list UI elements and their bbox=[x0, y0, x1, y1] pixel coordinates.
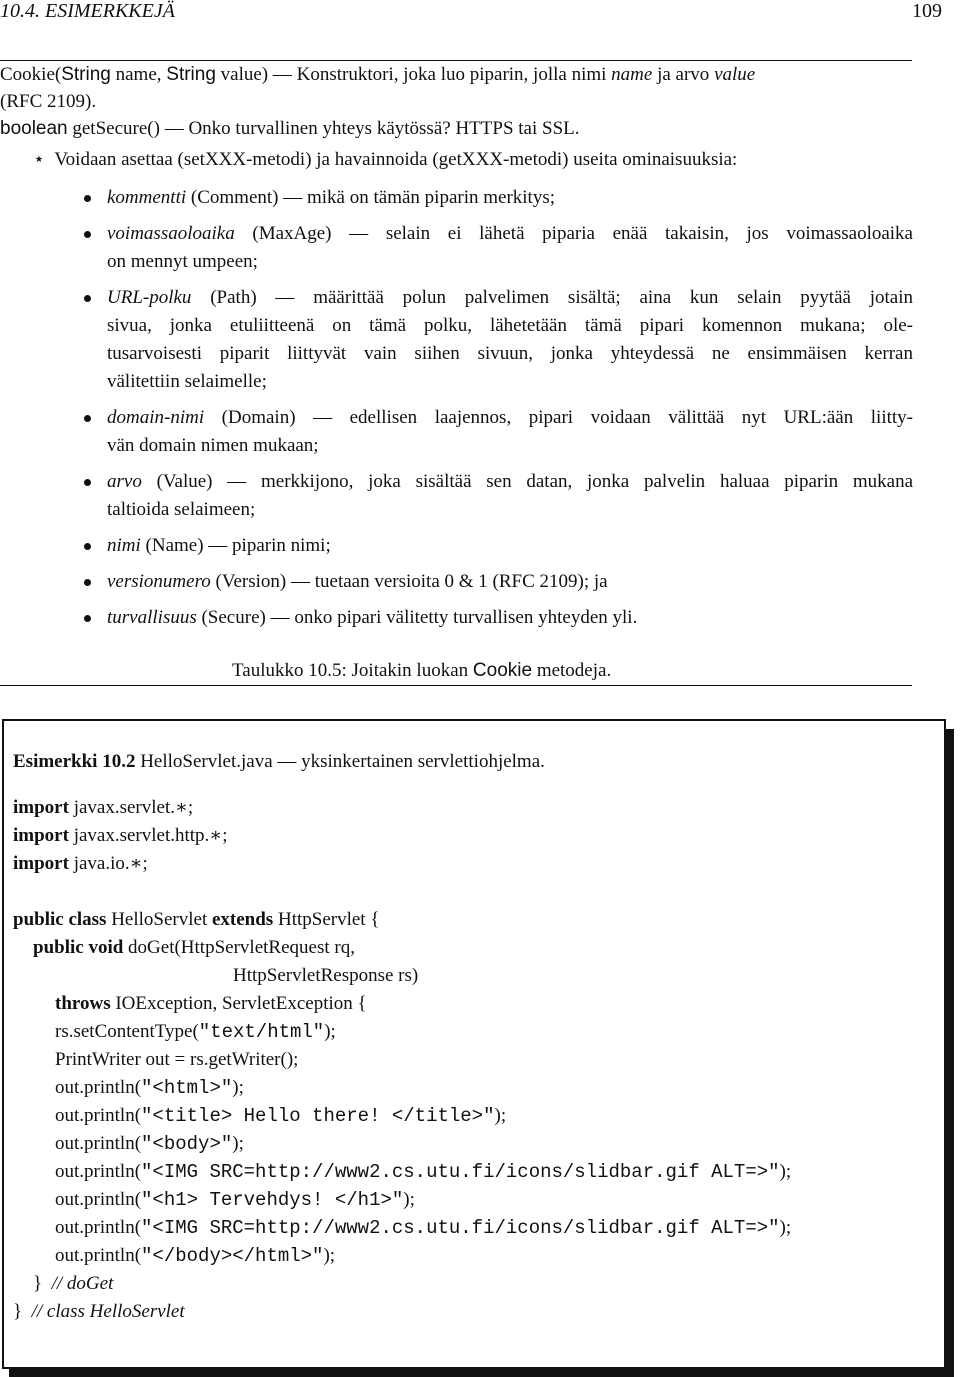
caption-rule bbox=[0, 685, 912, 686]
get-secure-line: boolean getSecure() — Onko turvallinen yhteys käytössä? HTTPS tai SSL. bbox=[0, 118, 580, 139]
code-line: } // class HelloServlet bbox=[13, 1301, 185, 1322]
bullet-icon bbox=[84, 579, 91, 586]
property-term: versionumero bbox=[107, 571, 211, 592]
bullet-icon bbox=[84, 295, 91, 302]
string-literal: "<IMG SRC=http://www2.cs.utu.fi/icons/slidbar.gif ALT=>" bbox=[141, 1217, 780, 1239]
example-box bbox=[2, 719, 946, 1369]
bullet-icon bbox=[84, 479, 91, 486]
code-line: PrintWriter out = rs.getWriter(); bbox=[55, 1049, 299, 1070]
top-rule bbox=[0, 60, 912, 61]
property-term: URL-polku bbox=[107, 287, 192, 308]
code-line: out.println("<html>"); bbox=[55, 1077, 244, 1099]
code-line: throws IOException, ServletException { bbox=[55, 993, 367, 1014]
property-term: turvallisuus bbox=[107, 607, 197, 628]
string-literal: "<title> Hello there! </title>" bbox=[141, 1105, 495, 1127]
code-line: rs.setContentType("text/html"); bbox=[55, 1021, 336, 1043]
properties-intro: ⋆ Voidaan asettaa (setXXX-metodi) ja havainnoida (getXXX-metodi) useita ominaisuuksia: bbox=[33, 149, 738, 170]
string-literal: "<body>" bbox=[141, 1133, 233, 1155]
bullet-icon bbox=[84, 615, 91, 622]
page-number: 109 bbox=[912, 0, 942, 22]
string-literal: "<IMG SRC=http://www2.cs.utu.fi/icons/slidbar.gif ALT=>" bbox=[141, 1161, 780, 1183]
code-line: out.println("<title> Hello there! </title>"); bbox=[55, 1105, 507, 1127]
code-line: } // doGet bbox=[33, 1273, 114, 1294]
property-term: arvo bbox=[107, 471, 142, 492]
section-header: 10.4. ESIMERKKEJÄ bbox=[0, 0, 175, 22]
code-line: import java.io.∗; bbox=[13, 853, 148, 874]
bullet-icon bbox=[84, 195, 91, 202]
bullet-icon bbox=[84, 231, 91, 238]
code-line: out.println("<h1> Tervehdys! </h1>"); bbox=[55, 1189, 415, 1211]
code-line: public void doGet(HttpServletRequest rq, bbox=[33, 937, 355, 958]
code-line: import javax.servlet.∗; bbox=[13, 797, 194, 818]
string-literal: "<html>" bbox=[141, 1077, 233, 1099]
bullet-icon bbox=[84, 415, 91, 422]
type-string: String bbox=[61, 64, 111, 85]
property-term: domain-nimi bbox=[107, 407, 205, 428]
property-term: nimi bbox=[107, 535, 141, 556]
cookie-constructor-line: Cookie(String name, String value) — Konstruktori, joka luo piparin, jolla nimi name ja arvo value bbox=[0, 64, 756, 85]
code-line: out.println("<body>"); bbox=[55, 1133, 244, 1155]
math-value: value bbox=[714, 64, 756, 85]
code-line: out.println("<IMG SRC=http://www2.cs.utu.fi/icons/slidbar.gif ALT=>"); bbox=[55, 1161, 792, 1183]
string-literal: "text/html" bbox=[198, 1021, 325, 1043]
code-line: out.println("<IMG SRC=http://www2.cs.utu.fi/icons/slidbar.gif ALT=>"); bbox=[55, 1217, 792, 1239]
string-literal: "<h1> Tervehdys! </h1>" bbox=[141, 1189, 404, 1211]
cookie-constructor-rfc: (RFC 2109). bbox=[0, 91, 97, 112]
property-term: voimassaoloaika bbox=[107, 223, 235, 244]
example-label: Esimerkki 10.2 bbox=[13, 751, 136, 772]
math-name: name bbox=[611, 64, 653, 85]
class-name: Cookie bbox=[472, 660, 533, 681]
star-icon: ⋆ bbox=[33, 149, 45, 170]
code-line: HttpServletResponse rs) bbox=[233, 965, 419, 986]
code-line: import javax.servlet.http.∗; bbox=[13, 825, 228, 846]
bullet-icon bbox=[84, 543, 91, 550]
property-term: kommentti bbox=[107, 187, 187, 208]
code-comment: // class HelloServlet bbox=[31, 1301, 185, 1322]
type-boolean: boolean bbox=[0, 118, 68, 139]
code-comment: // doGet bbox=[51, 1273, 114, 1294]
string-literal: "</body></html>" bbox=[141, 1245, 324, 1267]
code-line: public class HelloServlet extends HttpServlet { bbox=[13, 909, 380, 930]
code-line: out.println("</body></html>"); bbox=[55, 1245, 336, 1267]
table-caption: Taulukko 10.5: Joitakin luokan Cookie metodeja. bbox=[232, 660, 612, 681]
example-title: Esimerkki 10.2 HelloServlet.java — yksinkertainen servlettiohjelma. bbox=[13, 751, 545, 772]
type-string: String bbox=[166, 64, 216, 85]
